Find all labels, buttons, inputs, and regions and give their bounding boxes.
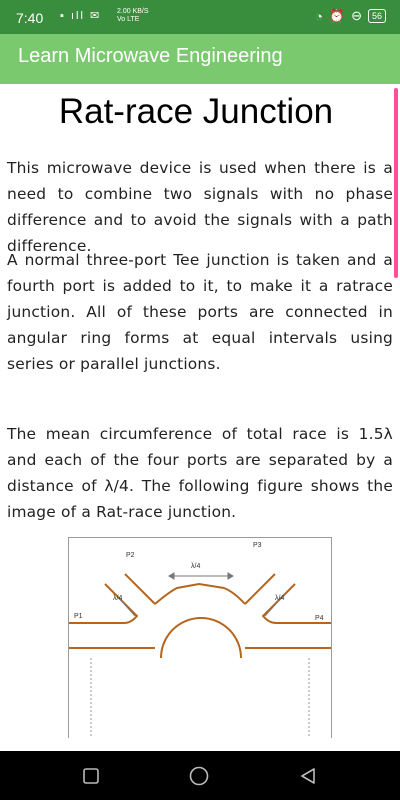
label-p1: P1 — [74, 613, 83, 620]
page-title: Rat-race Junction — [58, 92, 334, 131]
arrow-top-left-head — [169, 573, 174, 579]
wifi-icon: ◔ — [315, 8, 323, 24]
net-speed-text: 2.00 KB/S — [117, 8, 149, 15]
rat-race-figure — [68, 537, 332, 738]
article-content[interactable] — [0, 84, 400, 751]
app-title: Learn Microwave Engineering — [18, 45, 283, 67]
square-icon[interactable] — [83, 768, 99, 784]
battery-icon: 56 — [368, 9, 386, 23]
ring-inner-arc — [161, 618, 241, 658]
port-2-inner — [125, 574, 155, 604]
circle-icon[interactable] — [189, 766, 209, 786]
app-bar — [0, 34, 400, 84]
paragraph-3: The mean circumference of total race is 1.5λ and each of the four ports are separated by a distance of λ/4. The following figure shows the image of a Rat-race junction. — [7, 425, 393, 521]
alarm-icon: ⏰ — [328, 8, 346, 23]
status-bar — [0, 0, 400, 34]
label-left-lambda: λ/4 — [113, 595, 123, 602]
dnd-icon: ⊖ — [351, 8, 362, 23]
label-right-lambda: λ/4 — [275, 595, 285, 602]
label-top-lambda: λ/4 — [191, 563, 201, 570]
label-p2: P2 — [126, 552, 135, 559]
system-icons — [315, 8, 386, 24]
network-speed — [117, 8, 149, 24]
navigation-bar — [0, 751, 400, 800]
status-time: 7:40 — [16, 10, 44, 26]
notification-icons: ▪ ıll ✉ — [60, 10, 102, 22]
ring-outer-top — [155, 584, 245, 604]
paragraph-2: A normal three-port Tee junction is taken and a fourth port is added to it, to make it a ratrace junction. All of these ports are connected in angular ring forms at equal intervals using series or parallel junctions. — [7, 251, 393, 373]
label-p3: P3 — [253, 542, 262, 549]
triangle-back-icon[interactable] — [300, 768, 316, 784]
rat-race-diagram — [69, 538, 331, 738]
label-p4: P4 — [315, 615, 324, 622]
scroll-indicator[interactable] — [394, 88, 398, 278]
port-3-inner — [245, 574, 275, 604]
net-type-text: Vo LTE — [117, 16, 140, 23]
arrow-top-right-head — [228, 573, 233, 579]
port-2-end — [105, 574, 125, 584]
paragraph-1: This microwave device is used when there is a need to combine two signals with no phase difference and to avoid the signals with a path difference. — [7, 159, 393, 255]
